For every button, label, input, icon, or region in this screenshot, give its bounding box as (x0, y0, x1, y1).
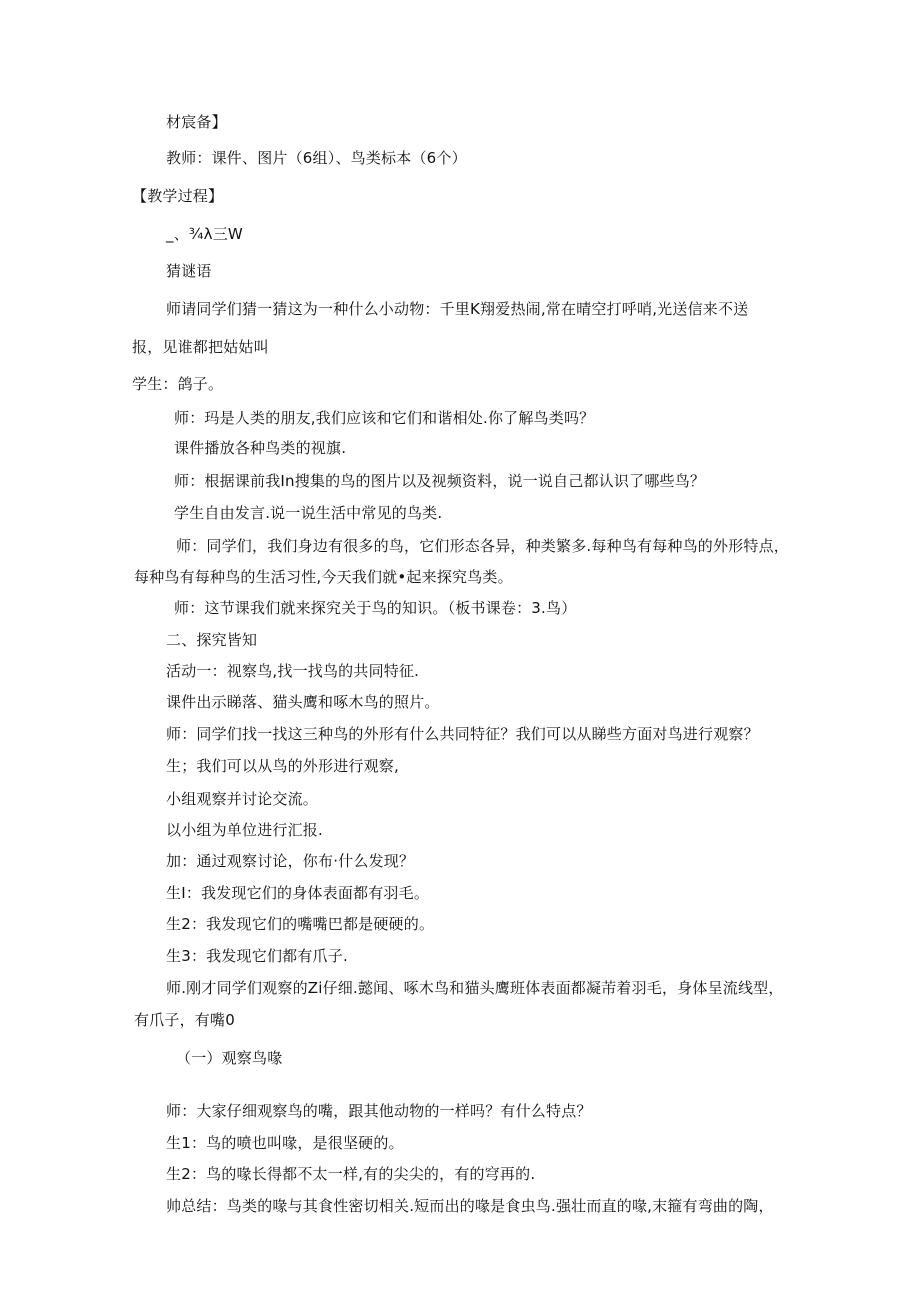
subsection-heading: （一）观察鸟喙 (176, 1049, 283, 1067)
section-one-heading: _、¾λ三W (166, 225, 243, 243)
paragraph: 报，见谁都把姑姑叫 (132, 338, 269, 356)
paragraph: 课件播放各种鸟类的视旗. (174, 439, 347, 457)
section-two-heading: 二、探究皆知 (166, 631, 258, 649)
teacher-materials: 教师：课件、图片（6组）、鸟类标本（6个） (166, 149, 467, 167)
paragraph: 帅总结：鸟类的喙与其食性密切相关.短而出的喙是食虫鸟.强壮而直的喙,末箍有弯曲的陶， (166, 1197, 774, 1215)
paragraph: 学生自由发言.说一说生活中常见的鸟类. (174, 504, 443, 522)
materials-heading: 材宸备】 (166, 113, 227, 131)
paragraph: 小组观察并讨论交流。 (166, 790, 319, 808)
paragraph: 师：大家仔细观察鸟的嘴，跟其他动物的一样吗？有什么特点？ (166, 1102, 592, 1120)
paragraph: 生I：我发现它们的身体表面都有羽毛。 (166, 884, 430, 902)
paragraph: 以小组为单位进行汇报. (166, 821, 323, 839)
paragraph: 活动一：视察鸟,找一找鸟的共同特征. (166, 662, 420, 680)
paragraph: 师：这节课我们就来探究关于鸟的知识。（板书课卷：3.鸟） (174, 599, 577, 617)
paragraph: 加：通过观察讨论，你布·什么发现？ (166, 852, 415, 870)
paragraph: 学生：鸽子。 (132, 375, 224, 393)
process-heading: 【教学过程】 (132, 187, 224, 205)
paragraph: 师：同学们，我们身边有很多的鸟，它们形态各异，种类繁多.每种鸟有每种鸟的外形特点， (176, 537, 789, 555)
paragraph: 有爪子，有嘴0 (134, 1011, 235, 1029)
paragraph: 师：同学们找一找这三种鸟的外形有什么共同特征？我们可以从睇些方面对鸟进行观察？ (166, 725, 759, 743)
paragraph: 生2：鸟的喙长得都不太一样,有的尖尖的，有的穹再的. (166, 1165, 536, 1183)
paragraph: 师：玛是人类的朋友,我们应该和它们和谐相处.你了解鸟类吗？ (174, 409, 595, 427)
paragraph: 师.刚才同学们观察的Zi仔细.懿闻、啄木鸟和猫头鹰班体表面都凝芾着羽毛，身体呈流线型， (166, 979, 784, 997)
paragraph: 师：根据课前我In搜集的鸟的图片以及视频资料，说一说自己都认识了哪些鸟？ (174, 472, 706, 490)
paragraph: 猜谜语 (166, 262, 212, 280)
paragraph: 每种鸟有每种鸟的生活习性,今天我们就•起来探究鸟类。 (134, 568, 513, 586)
paragraph: 生1：鸟的喷也叫喙，是很坚硬的。 (166, 1134, 404, 1152)
paragraph: 师请同学们猜一猜这为一种什么小动物：千里K翔爱热闹,常在晴空打呼哨,光送信来不送 (166, 300, 749, 318)
paragraph: 课件出示睇落、猫头鹰和啄木鸟的照片。 (166, 693, 440, 711)
paragraph: 生3：我发现它们都有爪子. (166, 947, 348, 965)
paragraph: 生2：我发现它们的嘴嘴巴都是硬硬的。 (166, 915, 435, 933)
paragraph: 生；我们可以从鸟的外形进行观察, (166, 757, 399, 775)
